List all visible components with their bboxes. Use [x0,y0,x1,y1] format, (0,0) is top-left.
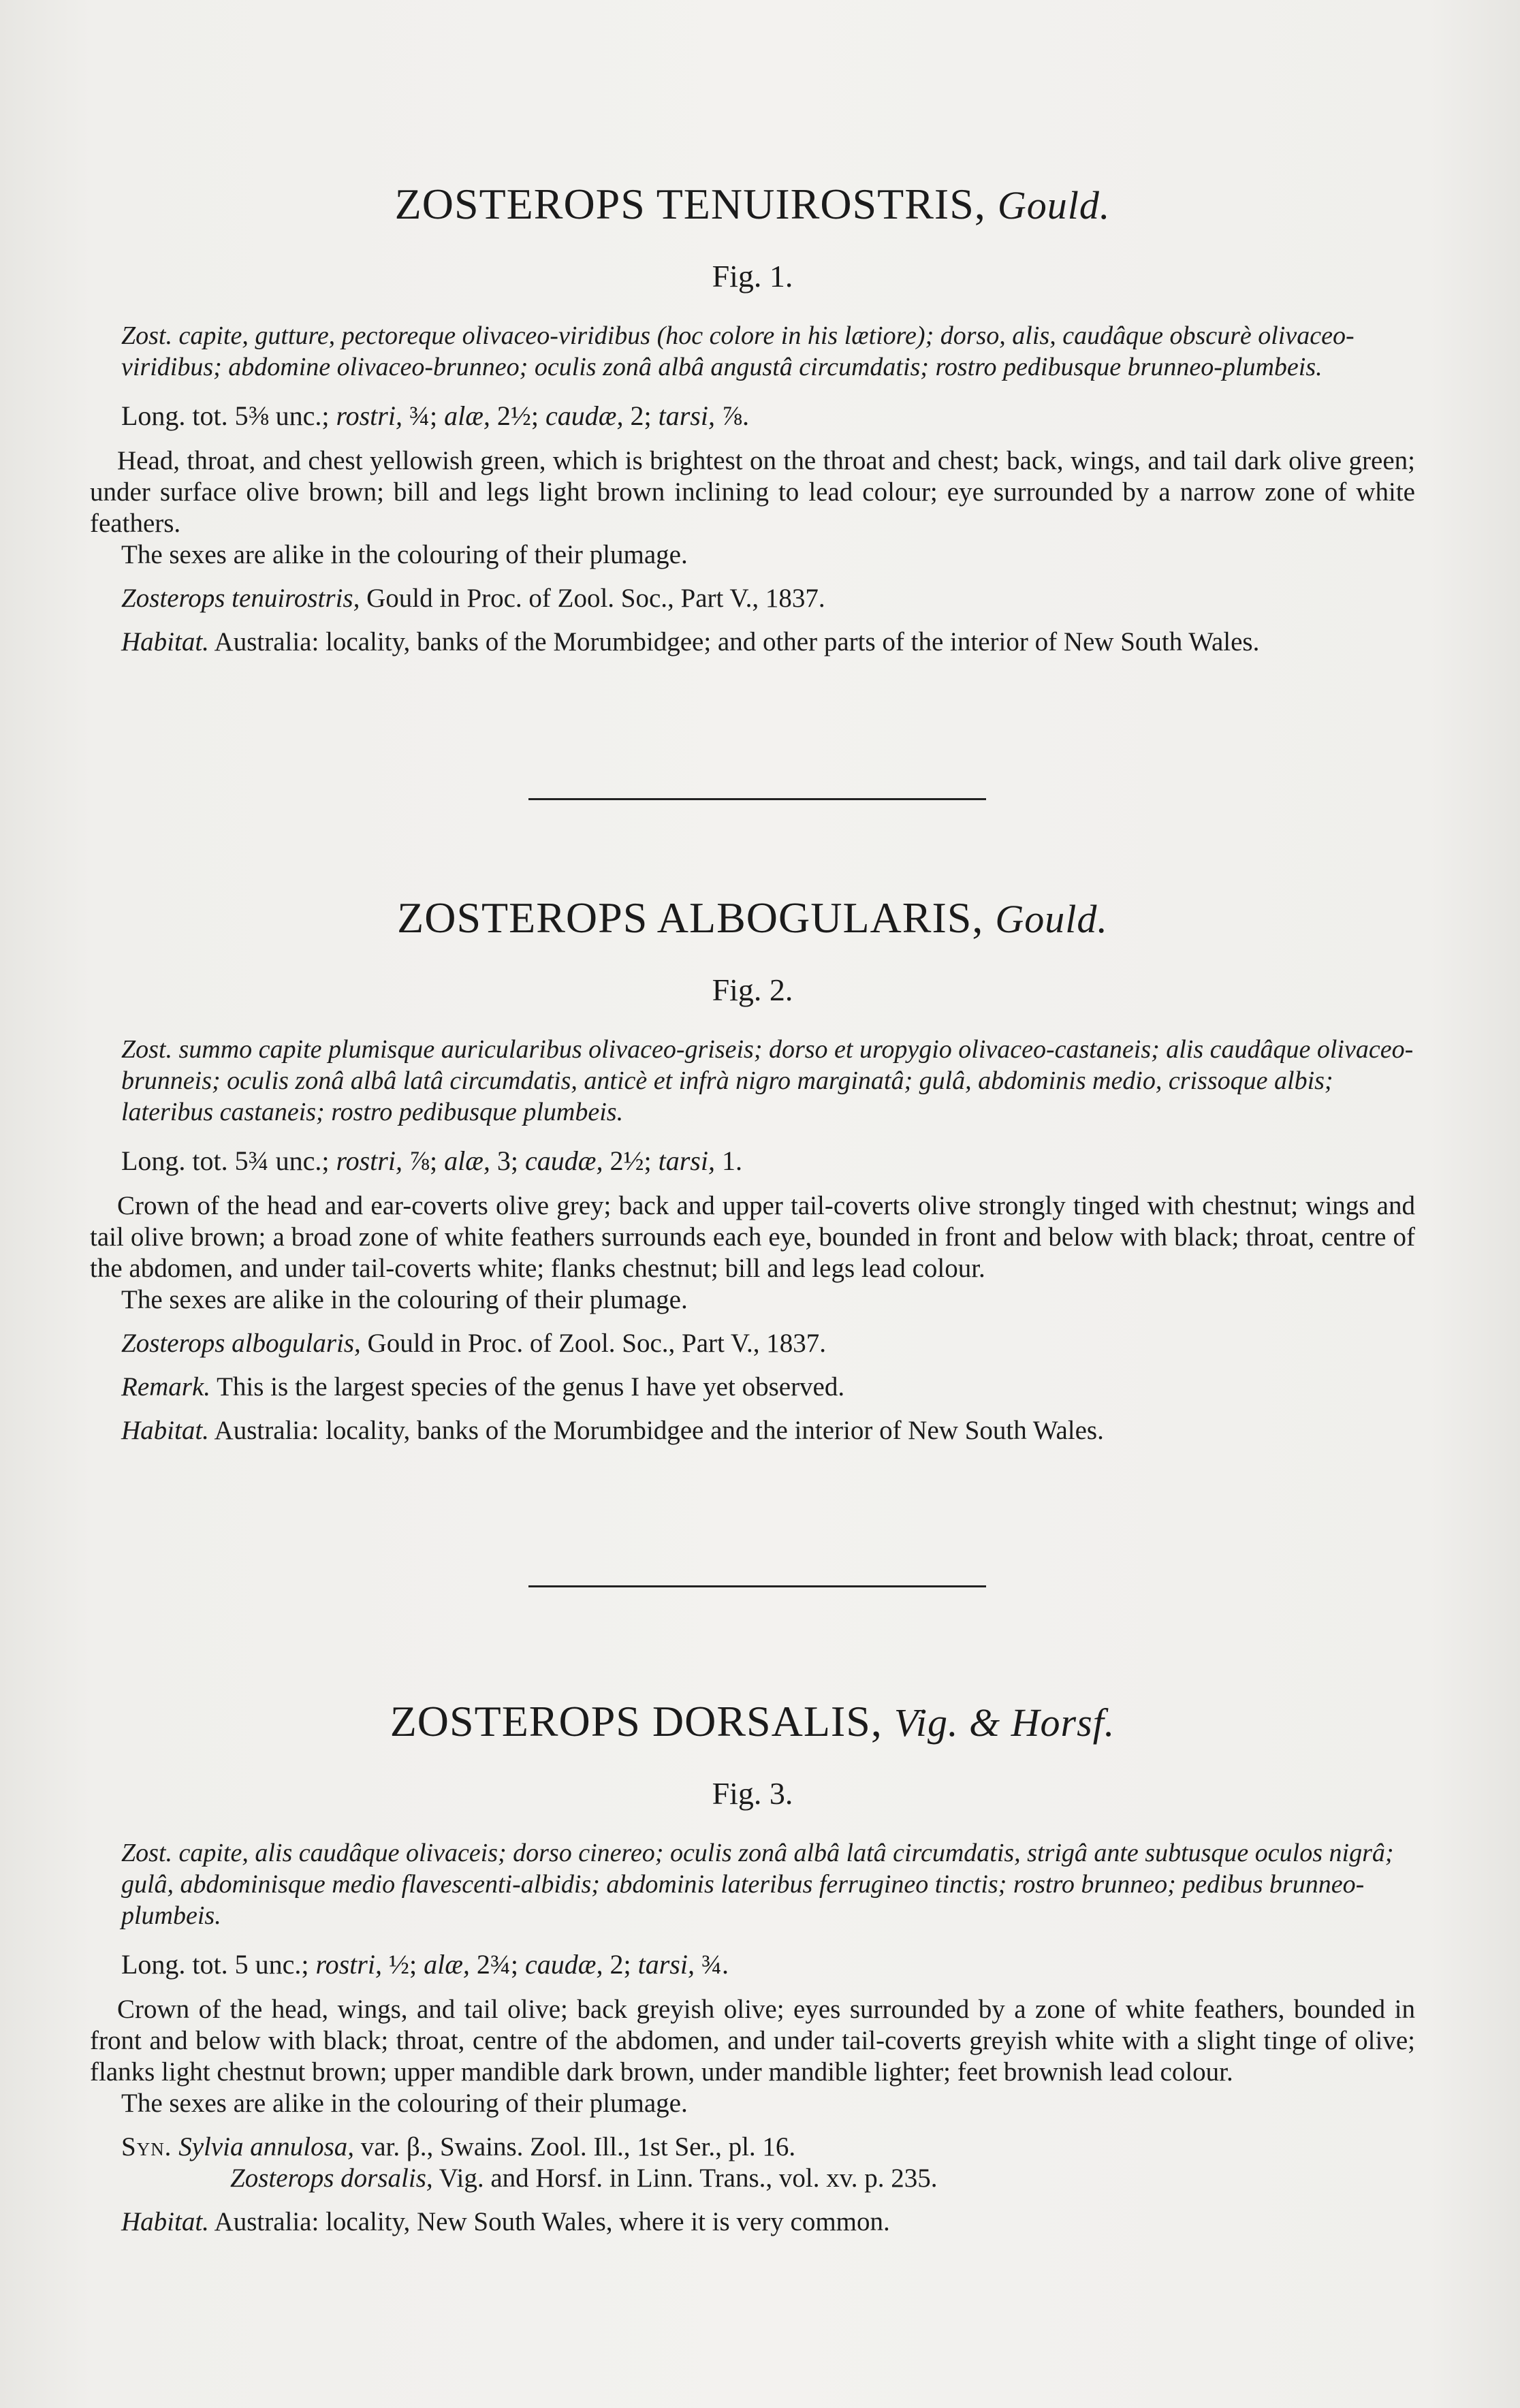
measurements [121,1144,1415,1178]
species-name: ZOSTEROPS ALBOGULARIS, [397,893,984,942]
synonymy [121,2132,1415,2194]
reference-text: Gould in Proc. of Zool. Soc., Part V., 1837. [366,583,825,613]
species-title [90,1696,1415,1748]
measure-caudae-label: caudæ, [545,400,624,431]
measure-tarsi: ¾. [701,1948,729,1980]
measure-tarsi-label: tarsi, [658,1145,715,1176]
habitat [121,2206,1415,2238]
measure-rostri-label: rostri, [315,1948,382,1980]
section-divider [528,1585,986,1587]
reference-name: Zosterops albogularis, [121,1328,361,1358]
habitat-label: Habitat. [121,1415,209,1445]
measure-caudae-label: caudæ, [525,1948,603,1980]
habitat [121,627,1415,658]
syn2-text: Vig. and Horsf. in Linn. Trans., vol. xv. p. 235. [439,2163,938,2193]
latin-diagnosis: Zost. capite, gutture, pectoreque olivaceo-viridibus (hoc colore in his lætiore); dorso, alis, caudâque obscurè olivaceo-viridibus; abdomine olivaceo-brunneo; oculis zonâ albâ angustâ circumdatis; rostro pedibusque brunneo-plumbeis. [121,321,1355,381]
measure-rostri: ½; [388,1948,417,1980]
habitat-text: Australia: locality, New South Wales, where it is very common. [214,2206,890,2236]
species-section-1 [90,178,1415,658]
habitat-label: Habitat. [121,2206,209,2236]
measure-long: Long. tot. 5 unc.; [121,1948,309,1980]
latin-diagnosis: Zost. summo capite plumisque auricularibus olivaceo-griseis; dorso et uropygio olivaceo-castaneis; alis caudâque olivaceo-brunneis; oculis zonâ albâ latâ circumdatis, anticè et infrà nigro marginatâ; gulâ, abdominis medio, crissoque albis; lateribus castaneis; rostro pedibusque plumbeis. [121,1034,1414,1126]
remark [121,1372,1415,1403]
figure-label: Fig. 1. [712,258,793,294]
species-author: Vig. & Horsf. [893,1700,1115,1745]
measure-alae-label: alæ, [444,1145,490,1176]
measure-long: Long. tot. 5⅜ unc.; [121,400,330,431]
measure-long: Long. tot. 5¾ unc.; [121,1145,330,1176]
species-title [90,178,1415,231]
measurements [121,399,1415,433]
reference [121,583,1415,614]
syn1-name: Sylvia annulosa, [178,2132,354,2161]
remark-label: Remark. [121,1372,211,1401]
measure-rostri: ⅞; [409,1145,438,1176]
description: Head, throat, and chest yellowish green, which is brightest on the throat and chest; back, wings, and tail dark olive green; under surface olive brown; bill and legs light brown inclining to lead colour; eye surrounded by a narrow zone of white feathers. [90,445,1415,538]
measure-alae: 3; [496,1145,519,1176]
measure-rostri-label: rostri, [336,1145,402,1176]
measure-caudae: 2; [609,1948,631,1980]
measure-tarsi-label: tarsi, [658,400,715,431]
habitat-text: Australia: locality, banks of the Morumbidgee and the interior of New South Wales. [214,1415,1104,1445]
remark-text: This is the largest species of the genus I have yet observed. [217,1372,845,1401]
figure-label: Fig. 3. [712,1775,793,1811]
sexes-note: The sexes are alike in the colouring of their plumage. [121,1284,688,1314]
species-author: Gould. [997,183,1111,227]
measure-caudae-label: caudæ, [525,1145,603,1176]
reference-name: Zosterops tenuirostris, [121,583,360,613]
habitat-label: Habitat. [121,627,209,656]
species-title [90,892,1415,945]
measure-rostri-label: rostri, [336,400,402,431]
species-name: ZOSTEROPS DORSALIS, [390,1697,883,1745]
habitat [121,1415,1415,1446]
measure-tarsi: ⅞. [721,400,749,431]
measure-alae-label: alæ, [424,1948,470,1980]
habitat-text: Australia: locality, banks of the Morumbidgee; and other parts of the interior of New South Wales. [214,627,1260,656]
measure-alae: 2¾; [476,1948,519,1980]
measure-caudae: 2; [630,400,652,431]
reference [121,1328,1415,1359]
reference-text: Gould in Proc. of Zool. Soc., Part V., 1837. [367,1328,827,1358]
species-section-3 [90,1696,1415,2238]
measure-tarsi: 1. [721,1145,742,1176]
section-divider [528,798,986,800]
sexes-note: The sexes are alike in the colouring of their plumage. [121,2088,688,2118]
sexes-note: The sexes are alike in the colouring of their plumage. [121,539,688,569]
description: Crown of the head and ear-coverts olive grey; back and upper tail-coverts olive strongly tinged with chestnut; wings and tail olive brown; a broad zone of white feathers surrounds each eye, bounded in front and below with black; throat, centre of the abdomen, and under tail-coverts white; flanks chestnut; bill and legs lead colour. [90,1190,1415,1283]
measurements [121,1948,1415,1982]
figure-label: Fig. 2. [712,972,793,1007]
syn2-name: Zosterops dorsalis, [230,2163,433,2193]
syn2 [121,2163,1415,2194]
syn-label: Syn. [121,2132,172,2161]
latin-diagnosis: Zost. capite, alis caudâque olivaceis; dorso cinereo; oculis zonâ albâ latâ circumdatis, strigâ ante subtusque oculos nigrâ; gulâ, abdominisque medio flavescenti-albidis; abdominis lateribus ferrugineo tinctis; rostro brunneo; pedibus brunneo-plumbeis. [121,1838,1394,1930]
species-section-2 [90,892,1415,1446]
measure-caudae: 2½; [609,1145,652,1176]
description: Crown of the head, wings, and tail olive; back greyish olive; eyes surrounded by a zone of white feathers, bounded in front and below with black; throat, centre of the abdomen, and under tail-coverts greyish white with a slight tinge of olive; flanks light chestnut brown; upper mandible dark brown, under mandible lighter; feet brownish lead colour. [90,1994,1415,2087]
measure-tarsi-label: tarsi, [637,1948,695,1980]
measure-alae-label: alæ, [444,400,490,431]
measure-rostri: ¾; [409,400,438,431]
syn1-text: var. β., Swains. Zool. Ill., 1st Ser., pl. 16. [360,2132,796,2161]
measure-alae: 2½; [496,400,539,431]
species-author: Gould. [995,897,1108,941]
species-name: ZOSTEROPS TENUIROSTRIS, [394,180,986,228]
